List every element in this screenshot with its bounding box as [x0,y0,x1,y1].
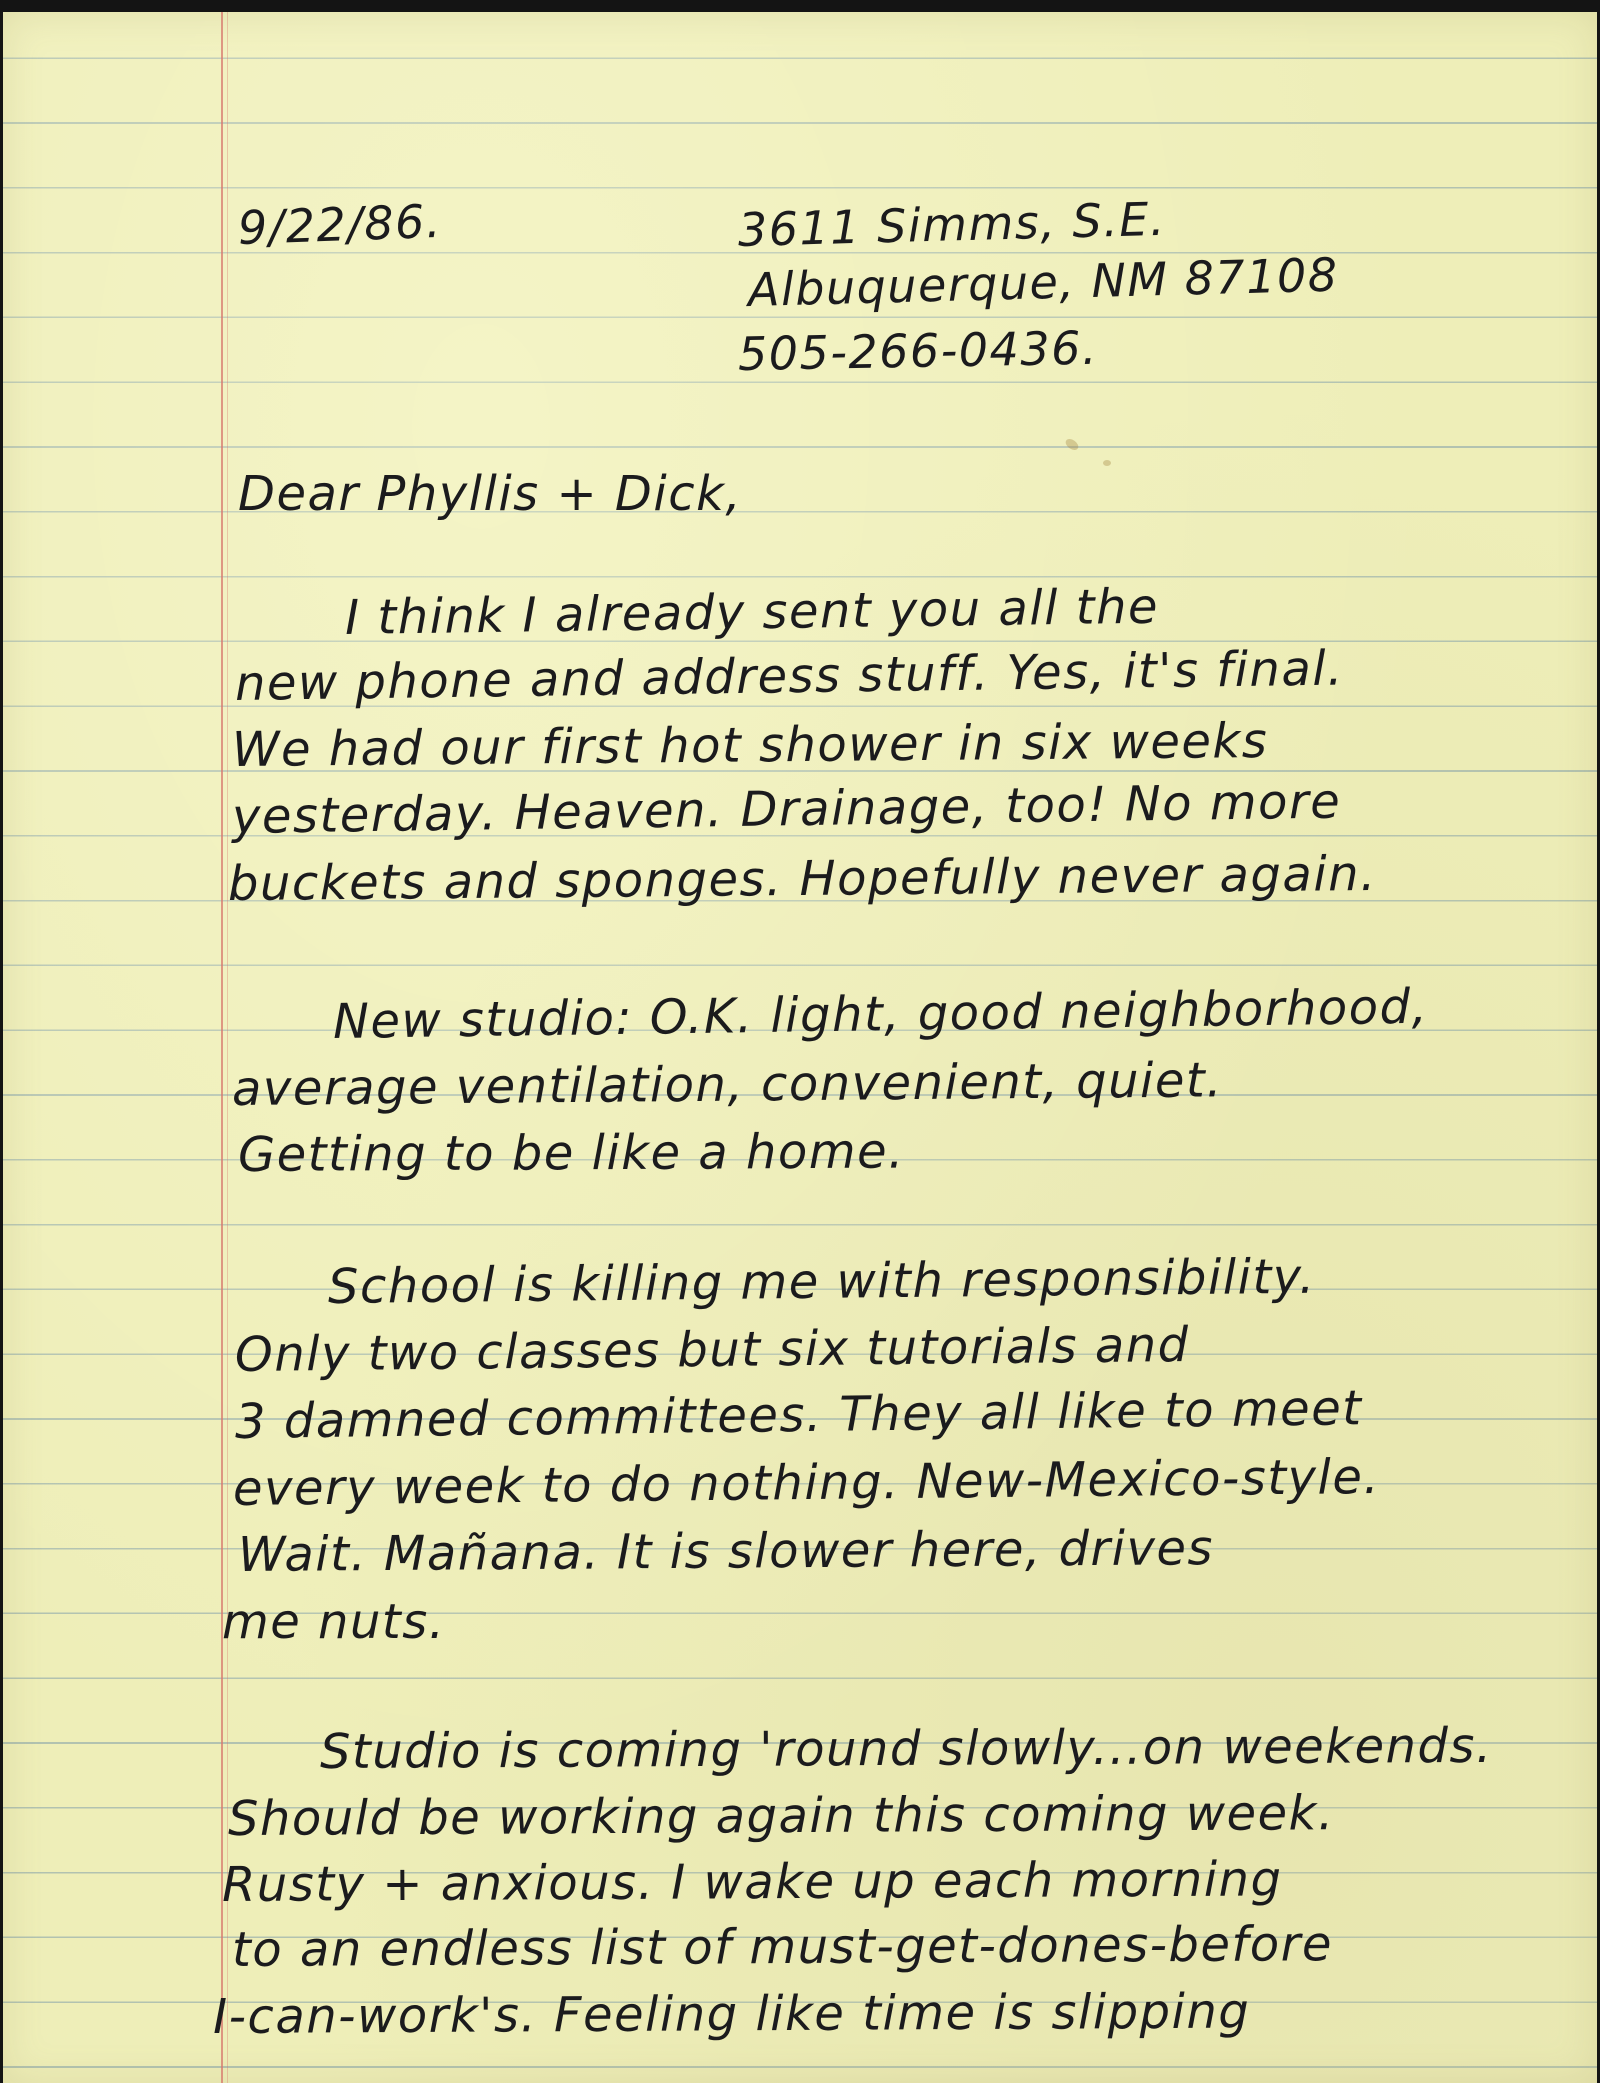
letter-line: average ventilation, convenient, quiet. [231,1052,1224,1117]
letter-line: New studio: O.K. light, good neighborhood, [332,978,1429,1050]
letter-line: Should be working again this coming week. [227,1785,1335,1847]
letter-date: 9/22/86. [237,193,443,255]
letter-line: Wait. Mañana. It is slower here, drives [237,1520,1215,1583]
letter-line: to an endless list of must-get-dones-before [231,1916,1334,1978]
address-phone: 505-266-0436. [737,320,1099,381]
letter-line: Rusty + anxious. I wake up each morning [221,1851,1283,1913]
letter-line: Studio is coming 'round slowly...on weekends. [319,1717,1493,1780]
letter-line: new phone and address stuff. Yes, it's final. [234,640,1345,712]
address-city: Albuquerque, NM 87108 [747,247,1340,317]
letter-line: me nuts. [222,1594,446,1650]
letter-salutation: Dear Phyllis + Dick, [238,466,743,522]
letter-line: I-can-work's. Feeling like time is slipping [212,1983,1251,2045]
letter-line: Getting to be like a home. [237,1123,905,1183]
letter-line: We had our first hot shower in six weeks [231,712,1269,778]
letter-line: 3 damned committees. They all like to meet [234,1380,1363,1450]
letter-line: School is killing me with responsibility. [327,1248,1316,1315]
letter-line: buckets and sponges. Hopefully never again. [227,845,1378,912]
address-street: 3611 Simms, S.E. [737,191,1167,257]
letter-line: Only two classes but six tutorials and [234,1317,1190,1383]
letter-line: I think I already sent you all the [344,578,1160,646]
letter-line: every week to do nothing. New-Mexico-style. [232,1448,1381,1517]
letter-line: yesterday. Heaven. Drainage, too! No more [231,773,1342,845]
